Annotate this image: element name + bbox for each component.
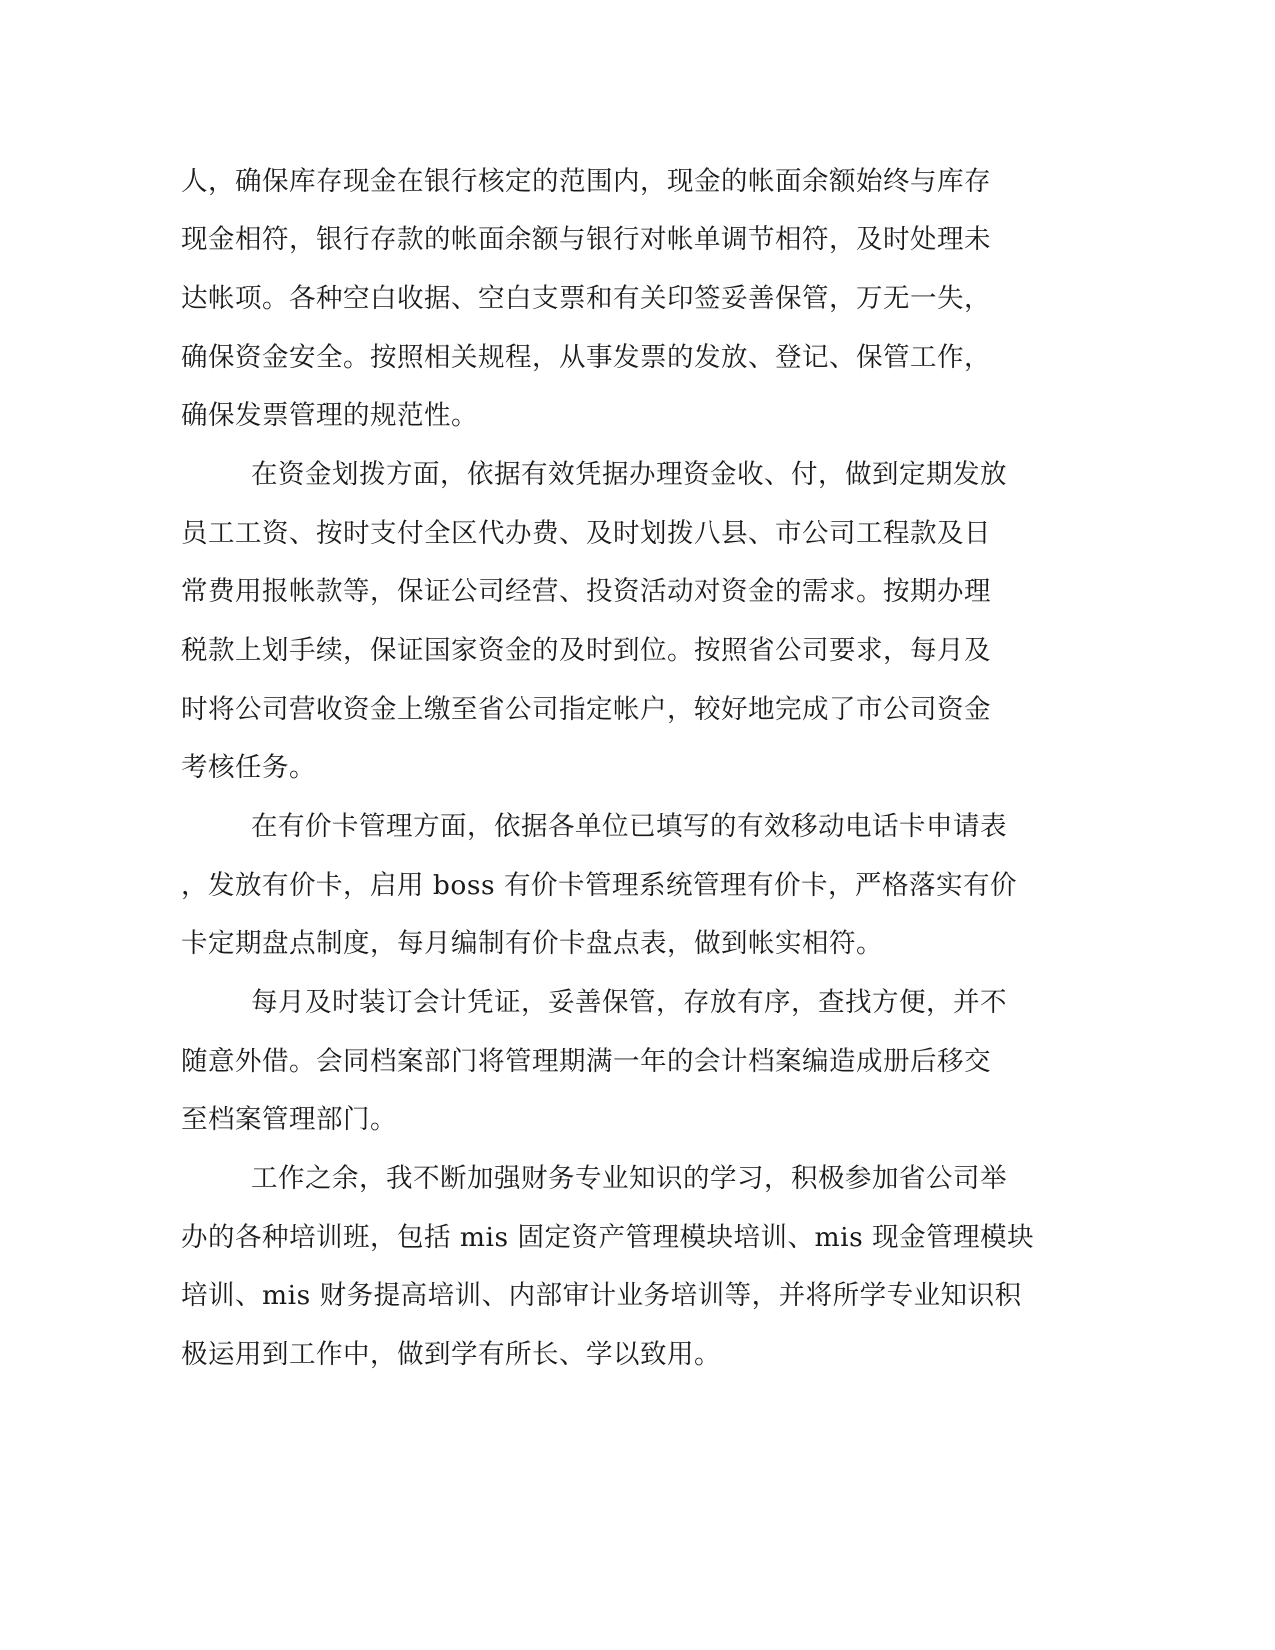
paragraph-2-line-2: 员工工资、按时支付全区代办费、及时划拨八县、市公司工程款及日 xyxy=(181,518,991,549)
paragraph-5-line-1: 工作之余，我不断加强财务专业知识的学习，积极参加省公司举 xyxy=(251,1163,1007,1194)
paragraph-2-line-1: 在资金划拨方面，依据有效凭据办理资金收、付，做到定期发放 xyxy=(251,459,1007,490)
paragraph-1-line-1: 人，确保库存现金在银行核定的范围内，现金的帐面余额始终与库存 xyxy=(181,166,991,197)
paragraph-1-line-4: 确保资金安全。按照相关规程，从事发票的发放、登记、保管工作， xyxy=(181,342,991,373)
paragraph-5-line-4: 极运用到工作中，做到学有所长、学以致用。 xyxy=(181,1339,721,1370)
paragraph-1-line-3: 达帐项。各种空白收据、空白支票和有关印签妥善保管，万无一失， xyxy=(181,283,991,314)
paragraph-5-line-3: 培训、mis 财务提高培训、内部审计业务培训等，并将所学专业知识积 xyxy=(181,1280,1022,1311)
paragraph-2-line-4: 税款上划手续，保证国家资金的及时到位。按照省公司要求，每月及 xyxy=(181,635,991,666)
paragraph-2-line-6: 考核任务。 xyxy=(181,752,316,783)
paragraph-1-line-5: 确保发票管理的规范性。 xyxy=(181,400,478,431)
paragraph-5-line-2: 办的各种培训班，包括 mis 固定资产管理模块培训、mis 现金管理模块 xyxy=(181,1222,1035,1253)
paragraph-4-line-1: 每月及时装订会计凭证，妥善保管，存放有序，查找方便，并不 xyxy=(251,987,1007,1018)
paragraph-3-line-2: ，发放有价卡，启用 boss 有价卡管理系统管理有价卡，严格落实有价 xyxy=(181,870,1017,901)
paragraph-4-line-2: 随意外借。会同档案部门将管理期满一年的会计档案编造成册后移交 xyxy=(181,1046,991,1077)
paragraph-3-line-1: 在有价卡管理方面，依据各单位已填写的有效移动电话卡申请表 xyxy=(251,811,1007,842)
paragraph-4-line-3: 至档案管理部门。 xyxy=(181,1104,397,1135)
paragraph-1-line-2: 现金相符，银行存款的帐面余额与银行对帐单调节相符，及时处理未 xyxy=(181,224,991,255)
paragraph-2-line-5: 时将公司营收资金上缴至省公司指定帐户，较好地完成了市公司资金 xyxy=(181,694,991,725)
paragraph-3-line-3: 卡定期盘点制度，每月编制有价卡盘点表，做到帐实相符。 xyxy=(181,928,883,959)
paragraph-2-line-3: 常费用报帐款等，保证公司经营、投资活动对资金的需求。按期办理 xyxy=(181,576,991,607)
